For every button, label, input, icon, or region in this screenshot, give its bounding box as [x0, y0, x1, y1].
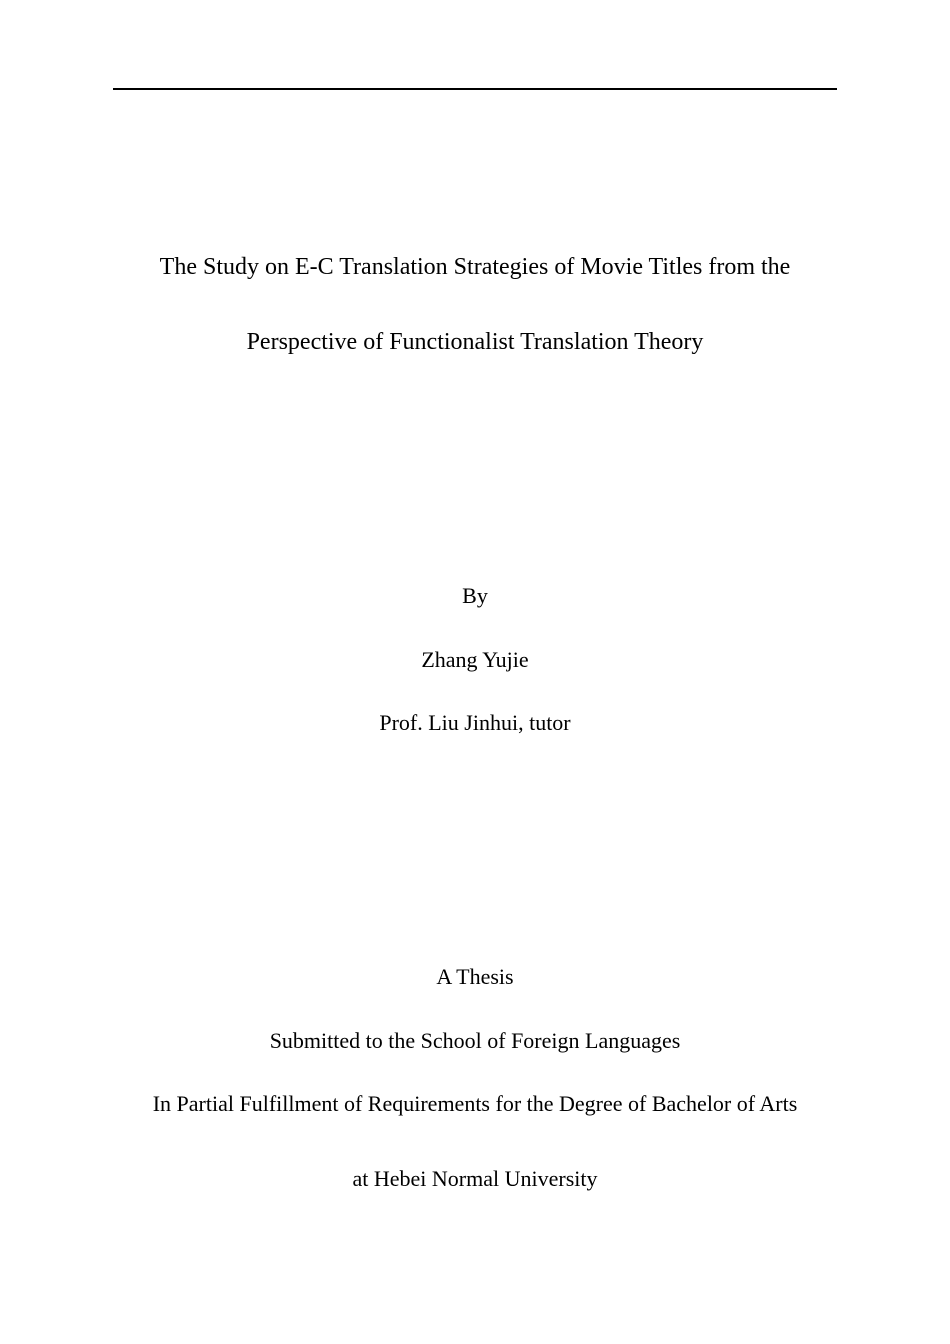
header-rule — [113, 88, 837, 90]
title-line-1: The Study on E-C Translation Strategies of Movie Titles from the — [159, 254, 791, 280]
submitted-to: Submitted to the School of Foreign Languages — [269, 1028, 681, 1053]
tutor-name: Prof. Liu Jinhui, tutor — [379, 710, 571, 735]
by-label: By — [462, 583, 488, 608]
thesis-label: A Thesis — [436, 964, 514, 989]
title-line-2: Perspective of Functionalist Translation Theory — [246, 329, 704, 355]
university-name: at Hebei Normal University — [352, 1166, 598, 1191]
author-name: Zhang Yujie — [421, 647, 529, 672]
degree-fulfillment: In Partial Fulfillment of Requirements for the Degree of Bachelor of Arts — [152, 1091, 798, 1116]
